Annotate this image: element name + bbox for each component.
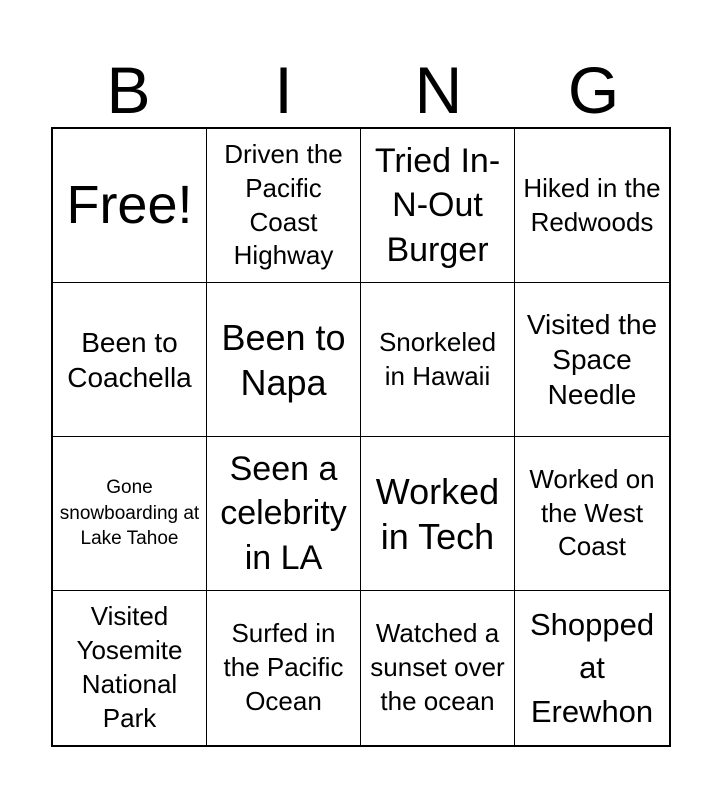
cell-text: Hiked in the Redwoods bbox=[523, 172, 661, 237]
bingo-cell[interactable] bbox=[515, 437, 669, 591]
bingo-cell-free-space[interactable] bbox=[53, 129, 207, 283]
header-letter-g: G bbox=[567, 53, 620, 127]
cell-text: Gone snowboarding at Lake Tahoe bbox=[59, 477, 200, 550]
cell-text: Seen a celebrity in LA bbox=[220, 450, 347, 577]
cell-text: Driven the Pacific Coast Highway bbox=[224, 138, 343, 271]
header-letter-i: I bbox=[274, 53, 293, 127]
cell-text: Worked in Tech bbox=[375, 470, 500, 557]
bingo-cell[interactable] bbox=[361, 591, 515, 745]
cell-text: Watched a sunset over the ocean bbox=[370, 618, 505, 716]
bingo-cell[interactable] bbox=[361, 283, 515, 437]
bingo-cell[interactable] bbox=[361, 437, 515, 591]
bingo-cell[interactable] bbox=[515, 591, 669, 745]
header-letter-b: B bbox=[106, 53, 151, 127]
bingo-cell[interactable] bbox=[207, 437, 361, 591]
cell-text: Visited the Space Needle bbox=[526, 309, 658, 410]
bingo-card-grid bbox=[51, 127, 671, 747]
cell-text: Surfed in the Pacific Ocean bbox=[223, 618, 344, 716]
cell-text: Visited Yosemite National Park bbox=[76, 601, 183, 733]
cell-text: Been to Coachella bbox=[67, 326, 192, 393]
bingo-cell[interactable] bbox=[515, 283, 669, 437]
cell-text: Worked on the West Coast bbox=[529, 463, 655, 562]
bingo-cell[interactable] bbox=[53, 437, 207, 591]
cell-text: Been to Napa bbox=[221, 316, 346, 403]
bingo-cell[interactable] bbox=[207, 591, 361, 745]
cell-text: Shopped at Erewhon bbox=[529, 606, 655, 729]
cell-text: Snorkeled in Hawaii bbox=[378, 326, 497, 391]
bingo-cell[interactable] bbox=[53, 591, 207, 745]
bingo-cell[interactable] bbox=[207, 129, 361, 283]
header-letter-n: N bbox=[414, 53, 463, 127]
bingo-cell[interactable] bbox=[515, 129, 669, 283]
bingo-cell[interactable] bbox=[207, 283, 361, 437]
bingo-cell[interactable] bbox=[53, 283, 207, 437]
bingo-cell[interactable] bbox=[361, 129, 515, 283]
bingo-header bbox=[51, 52, 671, 128]
cell-text: Free! bbox=[66, 174, 193, 235]
cell-text: Tried In-N-Out Burger bbox=[374, 142, 501, 269]
